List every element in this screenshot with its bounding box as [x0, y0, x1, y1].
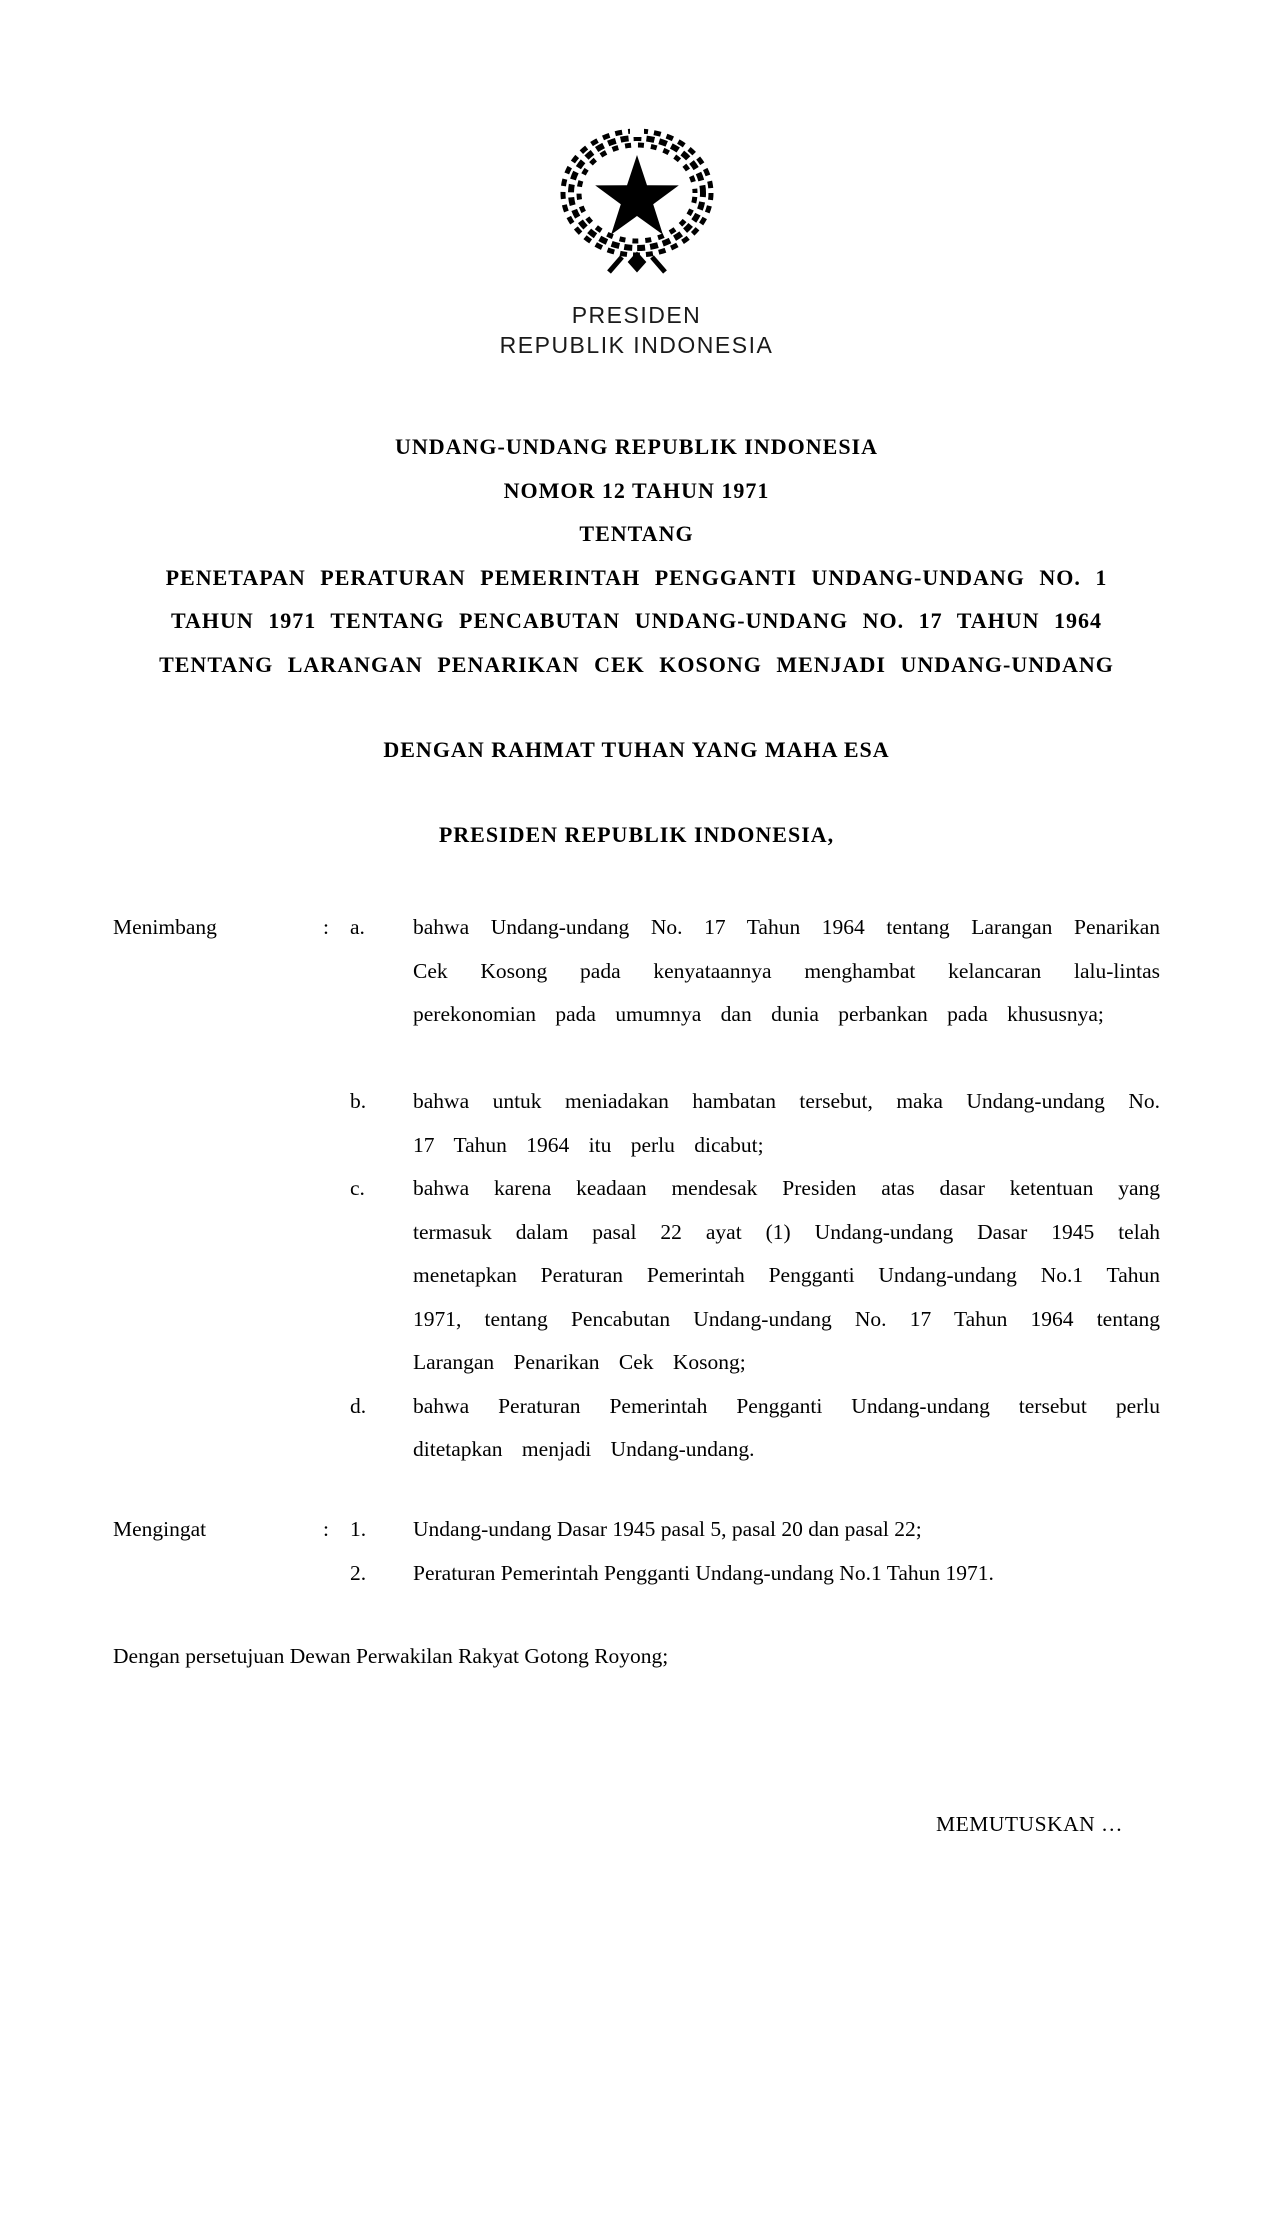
item-marker: d.	[350, 1393, 367, 1418]
item-text: Peraturan Pemerintah Pengganti Undang-undang No.1 Tahun 1971.	[413, 1560, 994, 1585]
mengingat-item-1	[113, 1508, 1160, 1552]
item-text: bahwa untuk meniadakan hambatan tersebut, maka Undang-undang No. 17 Tahun 1964 itu perlu dicabut;	[413, 1089, 1160, 1157]
title-line-3: TENTANG	[579, 521, 694, 546]
letterhead	[113, 300, 1160, 360]
mengingat-section	[113, 1508, 1160, 1595]
item-marker: c.	[350, 1176, 365, 1200]
item-text: bahwa Peraturan Pemerintah Pengganti Undang-undang tersebut perlu ditetapkan menjadi Undang-undang.	[413, 1393, 1160, 1461]
item-text: Undang-undang Dasar 1945 pasal 5, pasal 20 dan pasal 22;	[413, 1517, 922, 1541]
title-line-1: UNDANG-UNDANG REPUBLIK INDONESIA	[394, 434, 879, 459]
mengingat-item-2	[113, 1552, 1160, 1596]
item-marker: b.	[350, 1089, 367, 1113]
title-line-5: TAHUN 1971 TENTANG PENCABUTAN UNDANG-UNDANG NO. 17 TAHUN 1964	[170, 608, 1103, 633]
letterhead-line-republik: REPUBLIK INDONESIA	[499, 332, 774, 358]
presidential-emblem	[556, 123, 718, 275]
menimbang-section	[113, 906, 1160, 1472]
document-title	[113, 425, 1160, 686]
menimbang-item-c	[113, 1167, 1160, 1385]
item-text: bahwa Undang-undang No. 17 Tahun 1964 tentang Larangan Penarikan Cek Kosong pada kenyataannya menghambat kelancaran lalu-lintas perekonomian pada umumnya dan dunia perbankan pada khususnya;	[413, 915, 1160, 1026]
item-marker: 1.	[350, 1517, 367, 1541]
rahmat-line: DENGAN RAHMAT TUHAN YANG MAHA ESA	[383, 737, 890, 762]
title-line-6: TENTANG LARANGAN PENARIKAN CEK KOSONG MENJADI UNDANG-UNDANG	[159, 651, 1114, 677]
menimbang-label: Menimbang	[113, 915, 217, 939]
menimbang-colon: :	[323, 915, 329, 939]
item-text: bahwa karena keadaan mendesak Presiden atas dasar ketentuan yang termasuk dalam pasal 22 ayat (1) Undang-undang Dasar 1945 telah menetapkan Peraturan Pemerintah Pengganti Undang-undang No.1 Tahun 1971, tentang Pencabutan Undang-undang No. 17 Tahun 1964 tentang Larangan Penarikan Cek Kosong;	[413, 1176, 1160, 1374]
mengingat-colon: :	[323, 1517, 329, 1541]
memutuskan-catchword: MEMUTUSKAN …	[936, 1812, 1123, 1836]
mengingat-label: Mengingat	[113, 1517, 207, 1541]
menimbang-item-b	[113, 1080, 1160, 1167]
item-marker: a.	[350, 915, 365, 939]
menimbang-item-d	[113, 1385, 1160, 1472]
document-page	[0, 123, 1275, 2223]
title-line-2: NOMOR 12 TAHUN 1971	[503, 477, 770, 503]
star-wreath-icon	[556, 123, 718, 275]
title-line-4: PENETAPAN PERATURAN PEMERINTAH PENGGANTI UNDANG-UNDANG NO. 1	[165, 564, 1108, 590]
letterhead-line-presiden: PRESIDEN	[571, 302, 702, 328]
president-line: PRESIDEN REPUBLIK INDONESIA,	[438, 822, 835, 847]
agreement-line: Dengan persetujuan Dewan Perwakilan Rakyat Gotong Royong;	[113, 1644, 669, 1668]
menimbang-item-a	[113, 906, 1160, 1080]
item-marker: 2.	[350, 1560, 367, 1585]
